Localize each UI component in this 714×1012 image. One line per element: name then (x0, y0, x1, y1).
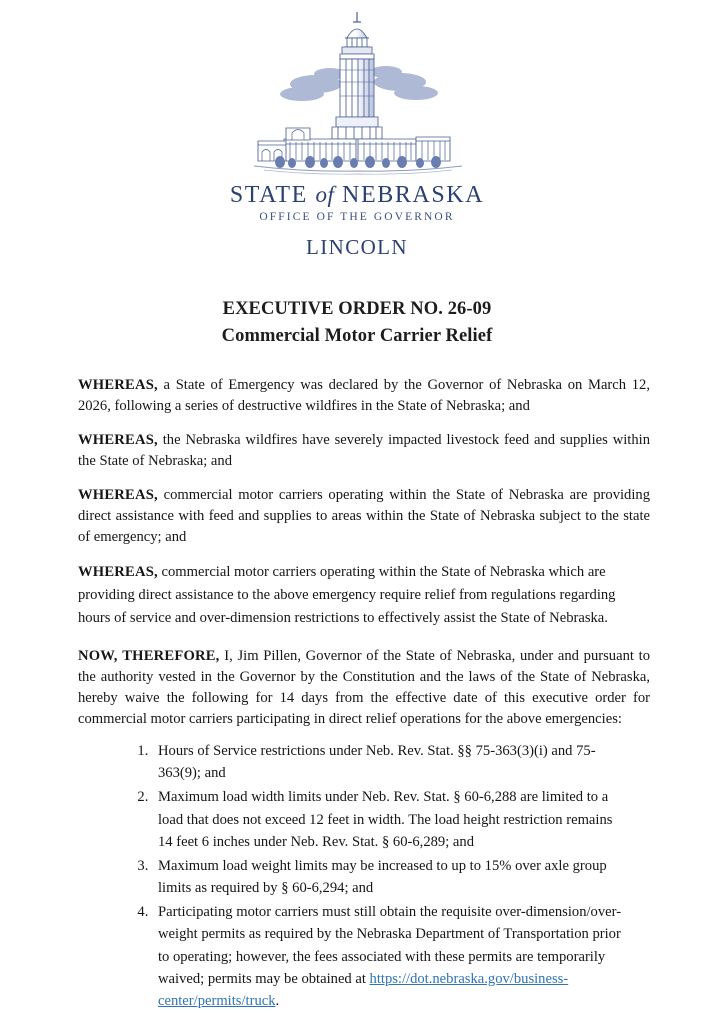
whereas-lead-1: WHEREAS, (78, 376, 158, 393)
document-body (78, 375, 650, 1012)
office-of-the-governor-line: OFFICE OF THE GOVERNOR (259, 211, 455, 224)
whereas-paragraph-3 (78, 485, 650, 548)
whereas-lead-2: WHEREAS, (78, 431, 158, 448)
list-item: 3. Maximum load weight limits may be increased to up to 15% over axle group limits as required by § 60-6,294; and (152, 855, 622, 899)
provision-4-text-after-link: . (275, 992, 280, 1009)
list-item (152, 901, 622, 1012)
page-title (0, 296, 714, 349)
whereas-paragraph-4 (78, 561, 650, 630)
now-therefore-lead: NOW, THEREFORE, (78, 648, 220, 665)
nebraska-word: NEBRASKA (342, 182, 485, 208)
whereas-text-3: commercial motor carriers operating within the State of Nebraska are providing direct assistance with feed and supplies to areas within the State of Nebraska subject to the state of emergency; and (78, 486, 650, 545)
city-line: LINCOLN (306, 235, 408, 260)
whereas-text-4: commercial motor carriers operating within the State of Nebraska which are providing direct assistance to the above emergency require relief from regulations regarding hours of service and over-dimension restrictions to effectively assist the State of Nebraska. (78, 563, 616, 627)
state-of-word: of (315, 182, 335, 207)
whereas-paragraph-1 (78, 375, 650, 417)
executive-order-subject: Commercial Motor Carrier Relief (221, 325, 493, 346)
whereas-text-1: a State of Emergency was declared by the Governor of Nebraska on March 12, 2026, following a series of destructive wildfires in the State of Nebraska; and (78, 376, 650, 414)
state-name-heading (0, 182, 714, 208)
whereas-lead-3: WHEREAS, (78, 486, 158, 503)
whereas-lead-4: WHEREAS, (78, 563, 158, 580)
list-item: 1. Hours of Service restrictions under Neb. Rev. Stat. §§ 75-363(3)(i) and 75-363(9); and (152, 740, 622, 784)
state-word: STATE (229, 182, 308, 208)
provisions-list (130, 740, 622, 1012)
list-item: 2. Maximum load width limits under Neb. Rev. Stat. § 60-6,288 are limited to a load that does not exceed 12 feet in width. The load height restriction remains 14 feet 6 inches under Neb. Rev. Stat. § 60-6,289; and (152, 786, 622, 853)
executive-order-number: EXECUTIVE ORDER NO. 26-09 (222, 299, 492, 320)
provision-4-text-before-link: Participating motor carriers must still obtain the requisite over-dimension/over-weight permits as required by the Nebraska Department of Transportation prior to operating; however, the fees associated with these permits are temporarily waived; permits may be obtained at (158, 904, 622, 987)
whereas-text-2: the Nebraska wildfires have severely impacted livestock feed and supplies within the State of Nebraska; and (78, 431, 650, 469)
whereas-paragraph-2 (78, 430, 650, 472)
now-therefore-text: I, Jim Pillen, Governor of the State of Nebraska, under and pursuant to the authority vested in the Governor by the Constitution and the laws of the State of Nebraska, hereby waive the following for 14 days from the effective date of this executive order for commercial motor carriers participating in direct relief operations for the above emergencies: (78, 648, 650, 728)
permits-url-link[interactable]: https://dot.nebraska.gov/business-center/permits/truck (158, 970, 569, 1009)
letterhead (0, 0, 714, 260)
nebraska-state-capitol-illustration-icon (250, 8, 464, 176)
now-therefore-paragraph (78, 646, 650, 730)
